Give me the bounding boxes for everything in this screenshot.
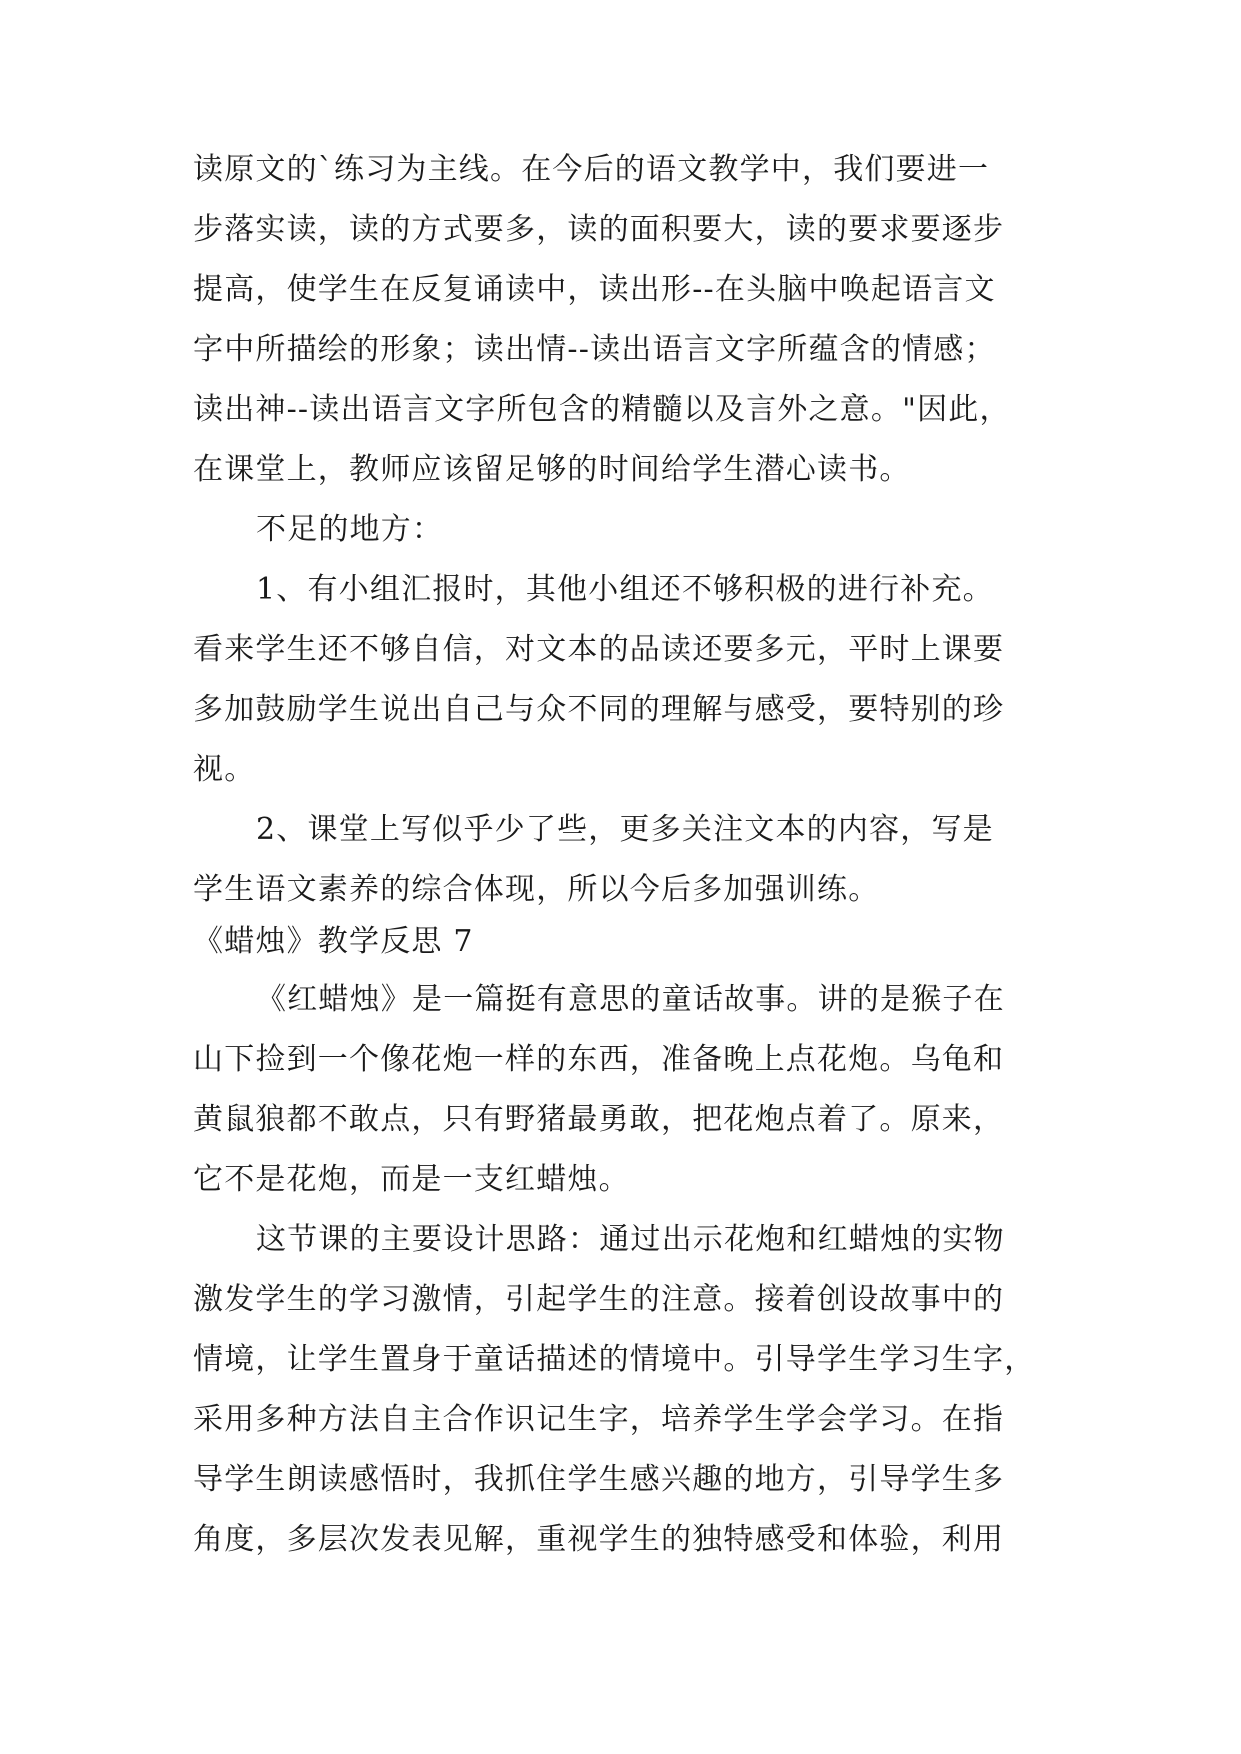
text-line-20: 激发学生的学习激情，引起学生的注意。接着创设故事中的 xyxy=(193,1282,1005,1317)
text-line-3: 提高，使学生在反复诵读中，读出形--在头脑中唤起语言文 xyxy=(193,272,996,307)
text-line-19: 这节课的主要设计思路：通过出示花炮和红蜡烛的实物 xyxy=(256,1222,1005,1257)
text-line-8: 1、有小组汇报时，其他小组还不够积极的进行补充。 xyxy=(256,572,994,607)
text-line-15: 《红蜡烛》是一篇挺有意思的童话故事。讲的是猴子在 xyxy=(256,982,1005,1017)
text-line-6: 在课堂上，教师应该留足够的时间给学生潜心读书。 xyxy=(193,452,911,487)
text-line-12: 2、课堂上写似乎少了些，更多关注文本的内容，写是 xyxy=(256,812,994,847)
text-line-1: 读原文的`练习为主线。在今后的语文教学中，我们要进一 xyxy=(193,152,990,187)
text-line-2: 步落实读，读的方式要多，读的面积要大，读的要求要逐步 xyxy=(193,212,1005,247)
text-line-23: 导学生朗读感悟时，我抓住学生感兴趣的地方，引导学生多 xyxy=(193,1462,1005,1497)
text-line-16: 山下捡到一个像花炮一样的东西，准备晚上点花炮。乌龟和 xyxy=(193,1042,1005,1077)
text-line-21: 情境，让学生置身于童话描述的情境中。引导学生学习生字， xyxy=(193,1342,1036,1377)
section-heading-shortcomings: 不足的地方： xyxy=(256,512,444,547)
section-title: 《蜡烛》教学反思 7 xyxy=(193,924,474,959)
text-line-11: 视。 xyxy=(193,752,256,787)
text-line-13: 学生语文素养的综合体现，所以今后多加强训练。 xyxy=(193,872,880,907)
text-line-22: 采用多种方法自主合作识记生字，培养学生学会学习。在指 xyxy=(193,1402,1005,1437)
text-line-4: 字中所描绘的形象；读出情--读出语言文字所蕴含的情感； xyxy=(193,332,996,367)
text-line-24: 角度，多层次发表见解，重视学生的独特感受和体验，利用 xyxy=(193,1522,1005,1557)
text-line-10: 多加鼓励学生说出自己与众不同的理解与感受，要特别的珍 xyxy=(193,692,1005,727)
text-line-17: 黄鼠狼都不敢点，只有野猪最勇敢，把花炮点着了。原来， xyxy=(193,1102,1005,1137)
text-line-18: 它不是花炮，而是一支红蜡烛。 xyxy=(193,1162,630,1197)
text-line-5: 读出神--读出语言文字所包含的精髓以及言外之意。"因此， xyxy=(193,392,1011,427)
text-line-9: 看来学生还不够自信，对文本的品读还要多元，平时上课要 xyxy=(193,632,1005,667)
